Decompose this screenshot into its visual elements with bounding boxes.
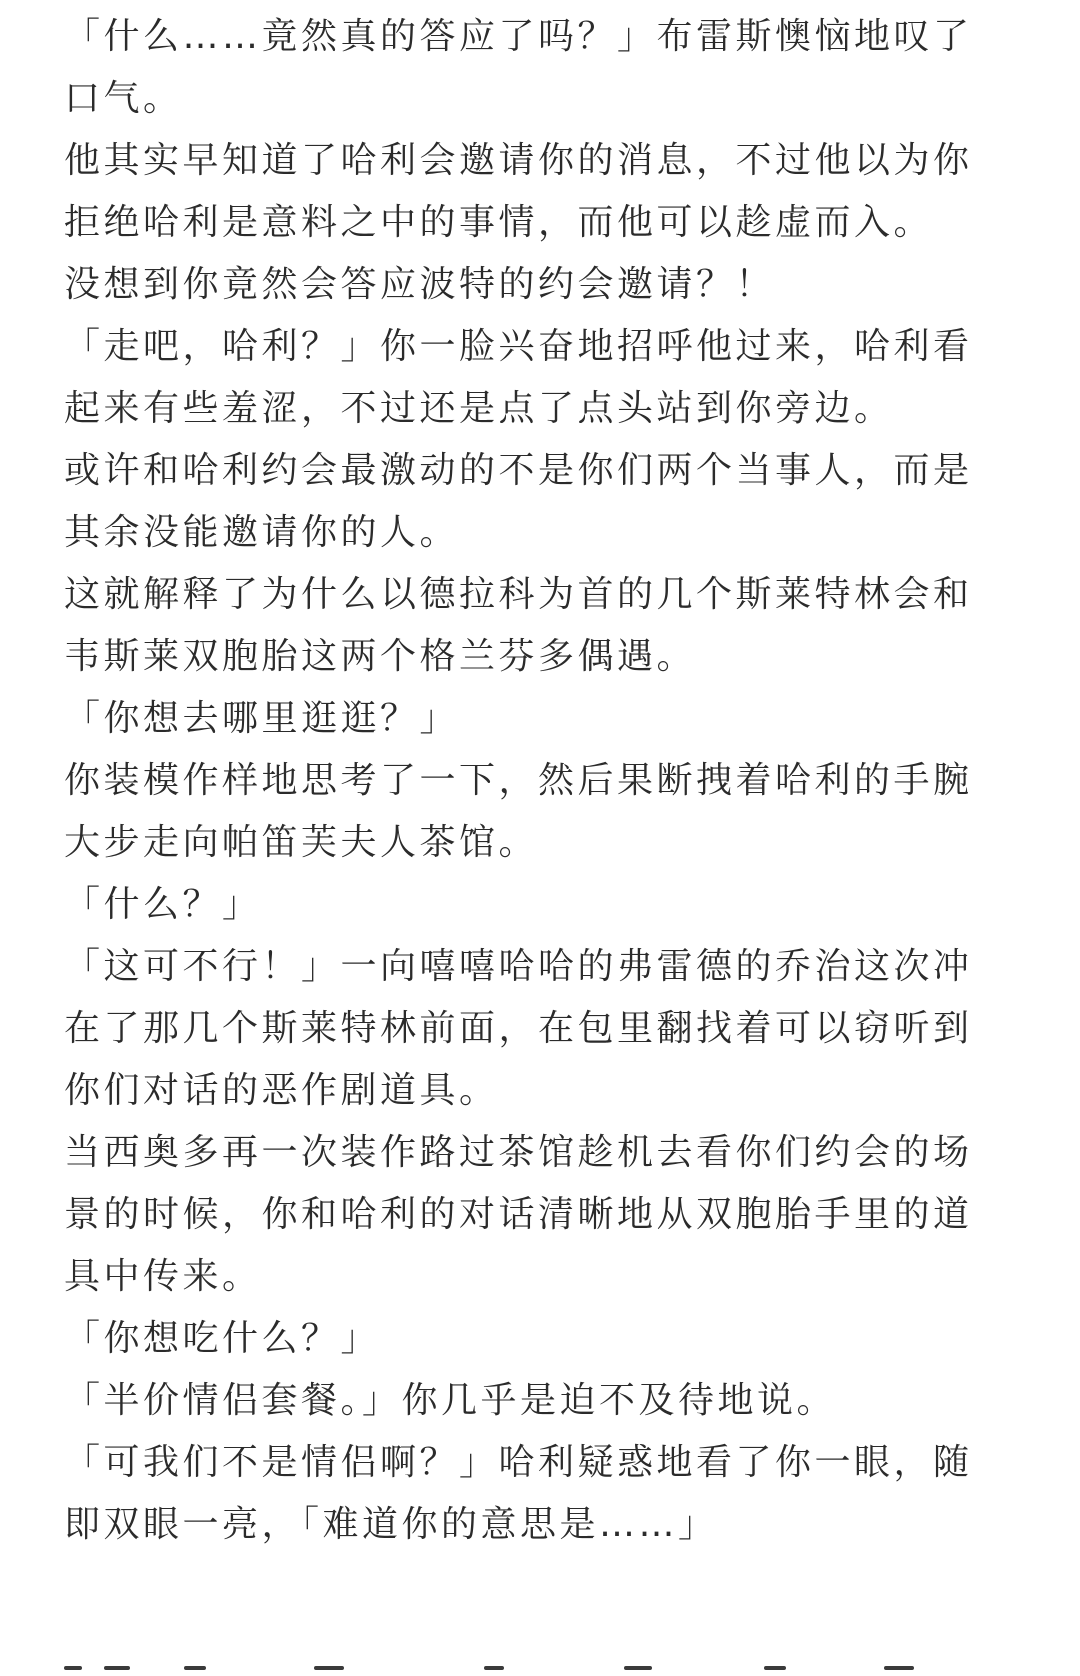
paragraph: 「这可不行！」一向嘻嘻哈哈的弗雷德的乔治这次冲在了那几个斯莱特林前面，在包里翻找着可以窃听到你们对话的恶作剧道具。 <box>64 946 973 1111</box>
cut-off-next-line <box>64 1652 964 1676</box>
paragraph: 「走吧，哈利？」你一脸兴奋地招呼他过来，哈利看起来有些羞涩，不过还是点了点头站到你旁边。 <box>64 326 973 429</box>
paragraph: 你装模作样地思考了一下，然后果断拽着哈利的手腕大步走向帕笛芙夫人茶馆。 <box>64 760 973 863</box>
paragraph: 或许和哈利约会最激动的不是你们两个当事人，而是其余没能邀请你的人。 <box>64 450 973 553</box>
paragraph: 「什么？」 <box>64 884 262 925</box>
cut-off-glyph <box>764 1666 786 1670</box>
paragraph: 「半价情侣套餐。」你几乎是迫不及待地说。 <box>64 1380 837 1421</box>
cut-off-glyph <box>314 1666 344 1670</box>
paragraph: 「你想去哪里逛逛？」 <box>64 698 460 739</box>
article-body <box>64 6 1004 1556</box>
paragraph: 「你想吃什么？」 <box>64 1318 381 1359</box>
cut-off-glyph <box>484 1666 504 1670</box>
cut-off-glyph <box>184 1666 206 1670</box>
paragraph: 他其实早知道了哈利会邀请你的消息，不过他以为你拒绝哈利是意料之中的事情，而他可以趁虚而入。 <box>64 140 973 243</box>
cut-off-glyph <box>104 1666 130 1670</box>
paragraph: 「可我们不是情侣啊？」哈利疑惑地看了你一眼，随即双眼一亮，「难道你的意思是……」 <box>64 1442 973 1545</box>
paragraph: 这就解释了为什么以德拉科为首的几个斯莱特林会和韦斯莱双胞胎这两个格兰芬多偶遇。 <box>64 574 973 677</box>
cut-off-glyph <box>884 1666 914 1670</box>
paragraph: 没想到你竟然会答应波特的约会邀请？！ <box>64 264 776 305</box>
paragraph: 「什么……竟然真的答应了吗？」布雷斯懊恼地叹了口气。 <box>64 16 973 119</box>
paragraph: 当西奥多再一次装作路过茶馆趁机去看你们约会的场景的时候，你和哈利的对话清晰地从双胞胎手里的道具中传来。 <box>64 1132 973 1297</box>
cut-off-glyph <box>64 1666 82 1670</box>
cut-off-glyph <box>624 1666 652 1670</box>
